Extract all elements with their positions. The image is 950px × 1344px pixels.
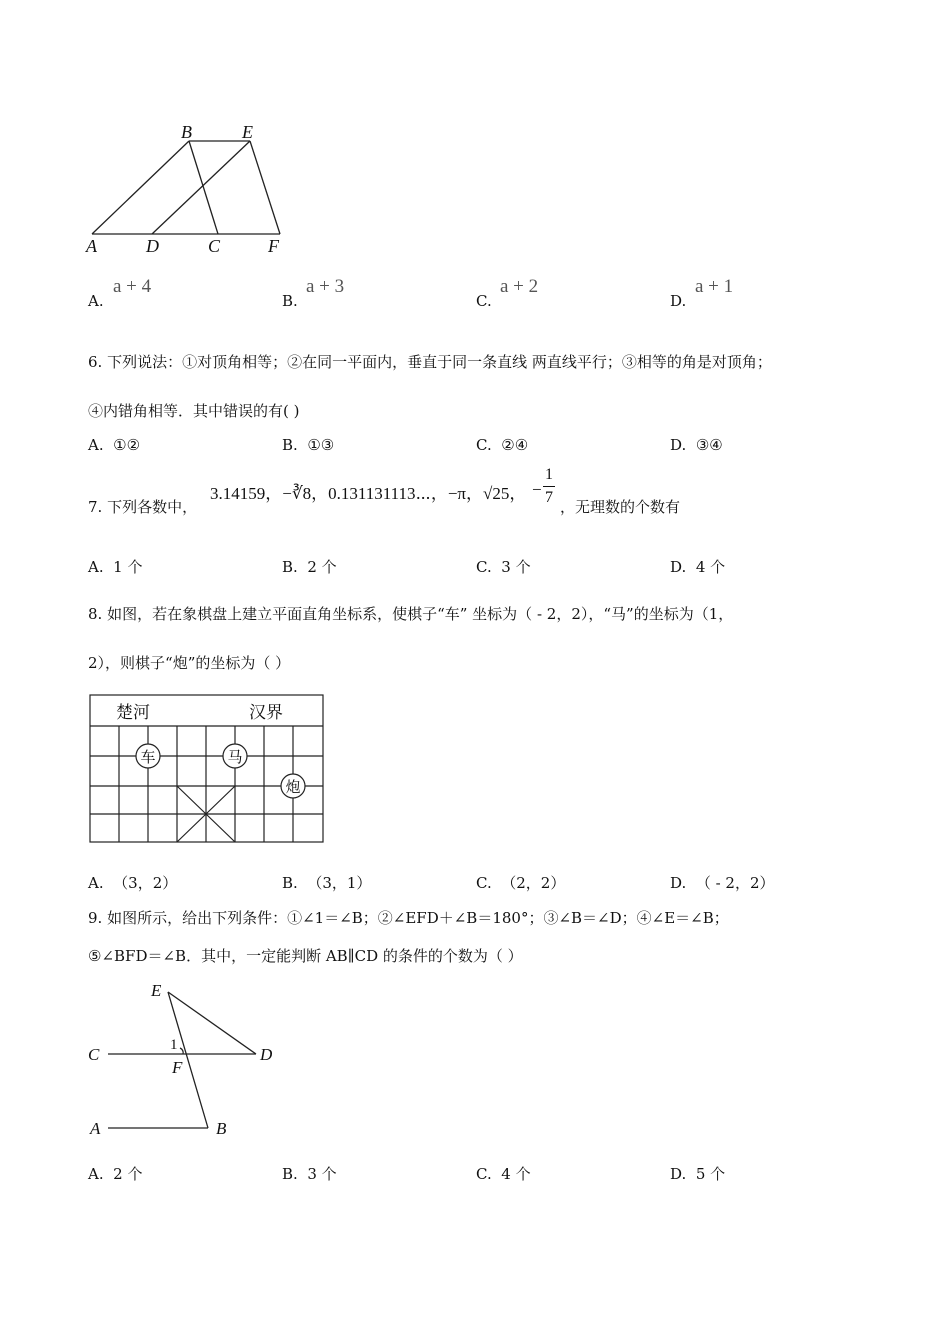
- label-e: E: [242, 122, 253, 142]
- chu-he-label: 楚河: [116, 703, 150, 723]
- q8-option-a-text: （3，2）: [113, 874, 178, 892]
- label-a: A: [90, 1119, 101, 1138]
- label-f: F: [268, 236, 279, 256]
- q7-prefix: 7. 下列各数中，: [88, 498, 198, 516]
- q6-line2: ④内错角相等．其中错误的有( ): [88, 402, 300, 420]
- label-b: B: [181, 122, 192, 142]
- q8-option-d-text: （ - 2，2）: [695, 874, 775, 892]
- xiangqi-board: [86, 692, 328, 846]
- q9-option-a-text: 2 个: [113, 1165, 143, 1183]
- q7-option-d-text: 4 个: [695, 558, 726, 576]
- label-c: C: [88, 1045, 100, 1064]
- q5-option-a-letter[interactable]: A.: [88, 292, 104, 310]
- q7-option-b-letter: B.: [282, 558, 298, 576]
- angle-1-arc: [180, 1048, 183, 1054]
- q6-option-b-letter: B.: [282, 436, 298, 454]
- q7-option-a[interactable]: [88, 556, 142, 577]
- q9-option-a-letter: A.: [88, 1165, 104, 1183]
- q8-option-c[interactable]: [476, 872, 565, 893]
- q8-option-a[interactable]: [88, 872, 177, 893]
- q7-option-c-text: 3 个: [501, 558, 531, 576]
- q5-option-d-letter[interactable]: D.: [670, 292, 687, 310]
- q9-line1: 9. 如图所示，给出下列条件：①∠1＝∠B；②∠EFD＋∠B＝180°；③∠B＝∠D；④∠E＝∠B；: [88, 909, 729, 927]
- line-de: [152, 141, 250, 234]
- line-ed: [168, 992, 256, 1054]
- q9-option-d[interactable]: [670, 1163, 725, 1184]
- q9-option-b-letter: B.: [282, 1165, 298, 1183]
- q9-option-c[interactable]: [476, 1163, 531, 1184]
- q6-option-d-text: ③④: [695, 436, 723, 454]
- q6-option-b[interactable]: [282, 436, 334, 454]
- q9-option-c-text: 4 个: [501, 1165, 531, 1183]
- line-ab: [92, 141, 189, 234]
- q8-option-c-text: （2，2）: [501, 874, 566, 892]
- q9-option-b[interactable]: [282, 1163, 337, 1184]
- q6-option-c-letter: C.: [476, 436, 492, 454]
- q6-option-a-text: ①②: [113, 436, 141, 454]
- label-angle-1: 1: [170, 1037, 178, 1053]
- q8-option-b-text: （3，1）: [307, 874, 372, 892]
- q6-option-c-text: ②④: [501, 436, 529, 454]
- q6-option-a-letter: A.: [88, 436, 104, 454]
- q6-option-b-text: ①③: [307, 436, 335, 454]
- q9-figure: [84, 978, 284, 1140]
- q7-neg: −: [532, 480, 542, 499]
- q7-option-b[interactable]: [282, 556, 337, 577]
- q6-option-d-letter: D.: [670, 436, 687, 454]
- piece-pao[interactable]: 炮: [285, 778, 301, 796]
- piece-ma[interactable]: 马: [227, 748, 243, 766]
- q7-frac-bar: [543, 486, 555, 487]
- q9-option-d-letter: D.: [670, 1165, 687, 1183]
- q7-option-c-letter: C.: [476, 558, 492, 576]
- label-d: D: [260, 1045, 273, 1064]
- q8-option-d-letter: D.: [670, 874, 687, 892]
- q5-option-d-expr: a + 1: [695, 276, 734, 297]
- q6-option-c[interactable]: [476, 436, 528, 454]
- label-a: A: [86, 236, 97, 256]
- q7-option-c[interactable]: [476, 556, 531, 577]
- q8-option-b[interactable]: [282, 872, 371, 893]
- label-e: E: [151, 981, 162, 1000]
- label-d: D: [146, 236, 159, 256]
- q8-option-c-letter: C.: [476, 874, 492, 892]
- label-f: F: [172, 1058, 183, 1077]
- q7-suffix: ，无理数的个数有: [560, 498, 681, 516]
- q6-option-d[interactable]: [670, 436, 723, 454]
- q5-option-b-expr: a + 3: [306, 276, 345, 297]
- q7-option-a-letter: A.: [88, 558, 104, 576]
- q5-option-c-letter[interactable]: C.: [476, 292, 492, 310]
- q5-option-b-letter[interactable]: B.: [282, 292, 298, 310]
- q8-option-d[interactable]: [670, 872, 775, 893]
- q7-option-a-text: 1 个: [113, 558, 143, 576]
- line-bc: [189, 141, 218, 234]
- q7-option-d[interactable]: [670, 556, 725, 577]
- q9-option-b-text: 3 个: [307, 1165, 337, 1183]
- q9-option-d-text: 5 个: [695, 1165, 726, 1183]
- q7-frac-num: 1: [545, 466, 553, 483]
- q9-line2: ⑤∠BFD＝∠B．其中，一定能判断 AB∥CD 的条件的个数为（ ）: [88, 947, 523, 965]
- label-b: B: [216, 1119, 227, 1138]
- q6-option-a[interactable]: [88, 436, 140, 454]
- q9-option-a[interactable]: [88, 1163, 142, 1184]
- label-c: C: [208, 236, 221, 256]
- q8-line2: 2），则棋子“炮”的坐标为（ ）: [88, 654, 291, 672]
- q8-option-b-letter: B.: [282, 874, 298, 892]
- q5-option-c-expr: a + 2: [500, 276, 539, 297]
- line-ef: [250, 141, 280, 234]
- q7-option-b-text: 2 个: [307, 558, 337, 576]
- q7-fraction: [543, 466, 555, 507]
- q9-option-c-letter: C.: [476, 1165, 492, 1183]
- q8-line1: 8. 如图，若在象棋盘上建立平面直角坐标系，使棋子“车” 坐标为（ - 2，2），“马”的坐标为（1，: [88, 605, 734, 623]
- q6-line1: 6. 下列说法：①对顶角相等；②在同一平面内，垂直于同一条直线 两直线平行；③相等的角是对顶角；: [88, 353, 772, 371]
- q5-figure: [80, 118, 300, 258]
- q7-frac-den: 7: [545, 489, 553, 506]
- q5-option-a-expr: a + 4: [113, 276, 152, 297]
- han-jie-label: 汉界: [249, 703, 283, 723]
- q7-option-d-letter: D.: [670, 558, 687, 576]
- piece-che[interactable]: 车: [140, 748, 156, 766]
- q8-option-a-letter: A.: [88, 874, 104, 892]
- q7-numbers: 3.14159，−∛8，0.131131113⋯，−π，√25，: [210, 484, 527, 503]
